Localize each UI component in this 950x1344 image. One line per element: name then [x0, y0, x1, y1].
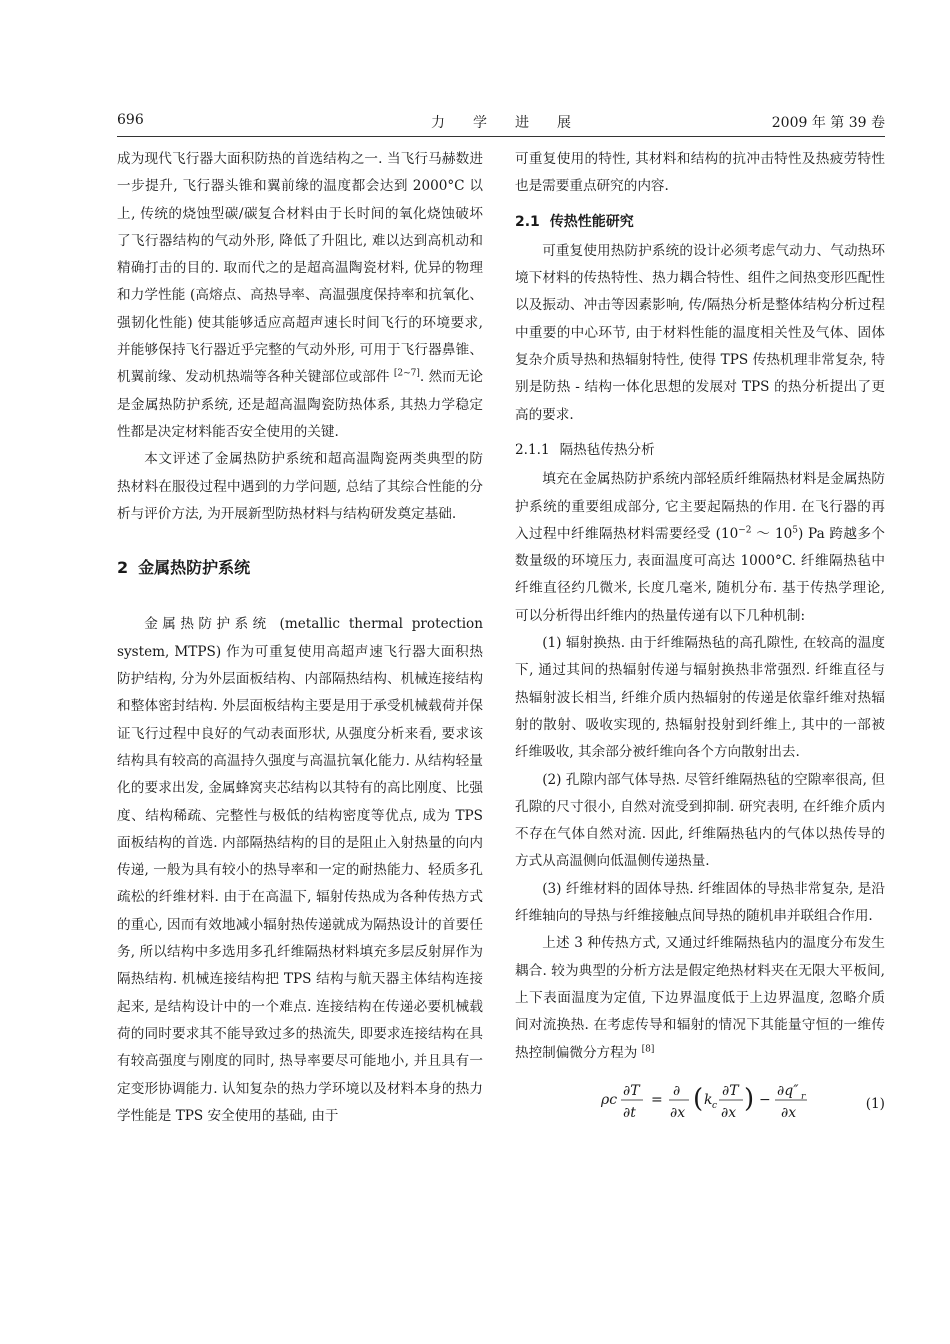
paragraph: 成为现代飞行器大面积防热的首选结构之一. 当飞行马赫数进一步提升, 飞行器头锥和翼前缘的温度都会达到 2000°C 以上, 传统的烧蚀型碳/碳复合材料由于长时间的氧化烧蚀破坏了飞行器结构的气动外形, 降低了升阻比, 难以达到高机动和精确打击的目的. 取而代之的是超高温陶瓷材料, 优异的物理和力学性能 (高熔点、高热导率、高温强度保持率和抗氧化、强韧化性能) 使其能够适应高超声速长时间飞行的环境要求, 并能够保持飞行器近乎完整的气动外形, 可用于飞行器鼻锥、机翼前缘、发动机热端等各种关键部位或部件 [2~7]. 然而无论是金属热防护系统, 还是超高温陶瓷防热体系, 其热力学稳定性都是决定材料能否安全使用的关键. — [117, 151, 483, 440]
paragraph: 可重复使用热防护系统的设计必须考虑气动力、气动热环境下材料的传热特性、热力耦合特性、组件之间热变形匹配性以及振动、冲击等因素影响, 传/隔热分析是整体结构分析过程中重要的中心环节, 由于材料性能的温度相关性及气体、固体复杂介质导热和热辐射特性, 使得 TPS 传热机理非常复杂, 特别是防热 - 结构一体化思想的发展对 TPS 的热分析提出了更高的要求. — [515, 242, 885, 423]
paragraph: 金属热防护系统 (metallic thermal protection system, MTPS) 作为可重复使用高超声速飞行器大面积热防护结构, 分为外层面板结构、内部隔热结构、机械连接结构和整体密封结构. 外层面板结构主要是用于承受机械载荷并保证飞行过程中良好的气动表面形状, 从强度分析来看, 要求该结构具有较高的高温持久强度与高温抗氧化能力. 从结构轻量化的要求出发, 金属蜂窝夹芯结构以其特有的高比刚度、比强度、结构稀疏、完整性与极低的结构密度等优点, 成为 TPS 面板结构的首选. 内部隔热结构的目的是阻止入射热量的向内传递, 一般为具有较小的热导率和一定的耐热能力、轻质多孔疏松的纤维材料. 由于在高温下, 辐射传热成为各种传热方式的重心, 因而有效地减小辐射热传递就成为隔热设计的首要任务, 所以结构中多选用多孔纤维隔热材料填充多层反射屏作为隔热结构. 机械连接结构把 TPS 结构与航天器主体结构连接起来, 是结构设计中的一个难点. 连接结构在传递必要机械载荷的同时要求其不能导致过多的热流失, 即要求连接结构在具有较高强度与刚度的同时, 热导率要尽可能地小, 并且具有一定变形协调能力. 认知复杂的热力学环境以及材料本身的热力学性能是 TPS 安全使用的基础, 由于 — [117, 616, 483, 1124]
svg-text:∂T: ∂T — [623, 1082, 640, 1099]
svg-text:): ) — [744, 1083, 755, 1114]
running-header — [117, 112, 885, 134]
svg-text:∂: ∂ — [673, 1082, 681, 1099]
svg-text:−: − — [759, 1091, 771, 1108]
equation-graphic — [515, 1073, 835, 1129]
equation — [515, 1073, 885, 1129]
header-rule — [117, 136, 885, 137]
section-heading: 2 金属热防护系统 — [117, 558, 251, 578]
svg-text:r: r — [801, 1091, 806, 1102]
paragraph: 上述 3 种传热方式, 又通过纤维隔热毡内的温度分布发生耦合. 较为典型的分析方法是假定绝热材料夹在无限大平板间, 上下表面温度为定值, 下边界温度低于上边界温度, 忽略介质间对流换热. 在考虑传导和辐射的情况下其能量守恒的一维传热控制偏微分方程为 [8] — [515, 935, 885, 1061]
paragraph: 本文评述了金属热防护系统和超高温陶瓷两类典型的防热材料在服役过程中遇到的力学问题, 总结了其综合性能的分析与评价方法, 为开展新型防热材料与结构研发奠定基础. — [117, 451, 483, 522]
citation: [8] — [641, 1043, 655, 1054]
year-volume: 2009 年 第 39 卷 — [771, 115, 885, 131]
svg-text:∂t: ∂t — [623, 1104, 636, 1121]
svg-text:k: k — [704, 1091, 713, 1108]
svg-text:∂x: ∂x — [721, 1104, 737, 1121]
paragraph: 填充在金属热防护系统内部轻质纤维隔热材料是金属热防护系统的重要组成部分, 它主要起隔热的作用. 在飞行器的再入过程中纤维隔热材料需要经受 ($10^{-2}$ ～ $10^5$) Pa 跨越多个数量级的环境压力, 表面温度可高达 1000°C. 纤维隔热毡中纤维直径约几微米, 长度几毫米, 随机分布. 基于传热学理论, 可以分析得出纤维内的热量传递有以下几种机制: — [515, 471, 885, 624]
svg-text:∂x: ∂x — [781, 1104, 797, 1121]
list-item: (2) 孔隙内部气体导热. 尽管纤维隔热毡的空隙率很高, 但孔隙的尺寸很小, 自然对流受到抑制. 研究表明, 在纤维介质内不存在气体自然对流. 因此, 纤维隔热毡内的气体以热传导的方式从高温侧向低温侧传递热量. — [515, 771, 885, 870]
svg-text:∂T: ∂T — [722, 1082, 739, 1099]
svg-text:∂x: ∂x — [670, 1104, 686, 1121]
svg-text:=: = — [651, 1091, 663, 1108]
paragraph: 可重复使用的特性, 其材料和结构的抗冲击特性及热疲劳特性也是需要重点研究的内容. — [515, 151, 885, 195]
page-number: 696 — [117, 112, 144, 128]
svg-text:(: ( — [693, 1083, 704, 1114]
citation: [2~7] — [393, 368, 420, 379]
list-item: (1) 辐射换热. 由于纤维隔热毡的高孔隙性, 在较高的温度下, 通过其间的热辐射传递与辐射换热非常强烈. 纤维直径与热辐射波长相当, 纤维介质内热辐射的传递是依靠纤维对热辐射的散射、吸收实现的, 热辐射投射到纤维上, 其中的一部被纤维吸收, 其余部分被纤维向各个方向散射出去. — [515, 635, 885, 761]
equation-number: (1) — [865, 1095, 885, 1112]
svg-text:ρc: ρc — [601, 1091, 618, 1108]
subsection-heading: 2.1 传热性能研究 — [515, 213, 634, 230]
list-item: (3) 纤维材料的固体导热. 纤维固体的导热非常复杂, 是沿纤维轴向的导热与纤维接触点间导热的随机串并联组合作用. — [515, 880, 885, 925]
subsubsection-heading: 2.1.1 隔热毡传热分析 — [515, 441, 655, 458]
journal-title: 力学进展 — [431, 115, 599, 131]
left-column — [117, 146, 483, 1130]
right-column — [515, 146, 885, 1129]
svg-text:∂q″: ∂q″ — [777, 1082, 799, 1099]
svg-text:c: c — [712, 1100, 718, 1111]
